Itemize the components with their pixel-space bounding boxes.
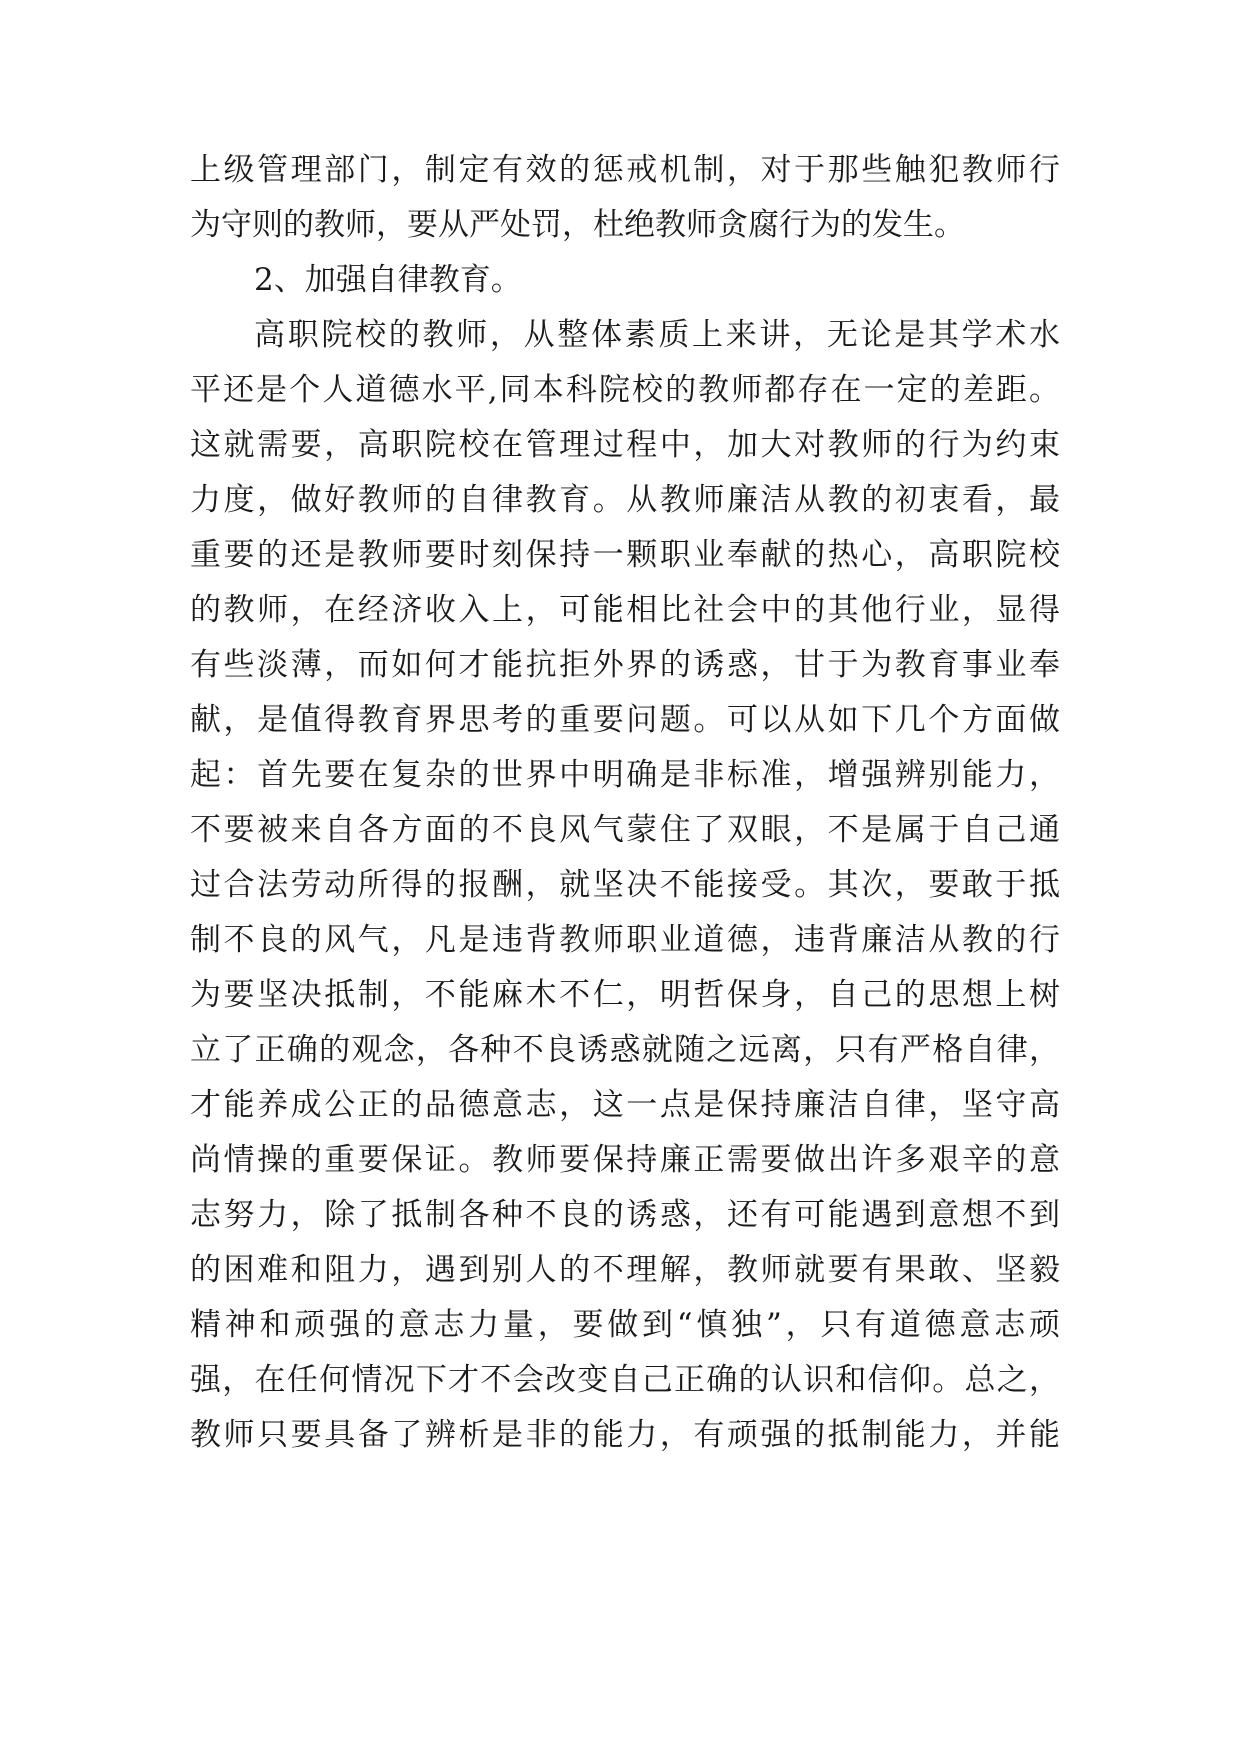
text-line: 的教师，在经济收入上，可能相比社会中的其他行业，显得: [190, 592, 1060, 628]
text-line: 教师只要具备了辨析是非的能力，有顽强的抵制能力，并能: [190, 1417, 1060, 1453]
text-line: 为要坚决抵制，不能麻木不仁，明哲保身，自己的思想上树: [190, 977, 1060, 1013]
text-line: 为守则的教师，要从严处罚，杜绝教师贪腐行为的发生。: [190, 207, 965, 243]
text-line: 过合法劳动所得的报酬，就坚决不能接受。其次，要敢于抵: [190, 867, 1060, 903]
text-line: 才能养成公正的品德意志，这一点是保持廉洁自律，坚守高: [190, 1087, 1060, 1123]
text-line: 不要被来自各方面的不良风气蒙住了双眼，不是属于自己通: [190, 812, 1060, 848]
text-line: 尚情操的重要保证。教师要保持廉正需要做出许多艰辛的意: [190, 1142, 1060, 1178]
text-line: 力度，做好教师的自律教育。从教师廉洁从教的初衷看，最: [190, 482, 1060, 518]
body-text: [190, 143, 1060, 1463]
text-line: 重要的还是教师要时刻保持一颗职业奉献的热心，高职院校: [190, 537, 1060, 573]
text-line: 的困难和阻力，遇到别人的不理解，教师就要有果敢、坚毅: [190, 1252, 1060, 1288]
text-line: 强，在任何情况下才不会改变自己正确的认识和信仰。总之，: [190, 1362, 1060, 1398]
text-line: 平还是个人道德水平,同本科院校的教师都存在一定的差距。: [190, 372, 1060, 408]
text-line: 这就需要，高职院校在管理过程中，加大对教师的行为约束: [190, 427, 1060, 463]
text-line: 制不良的风气，凡是违背教师职业道德，违背廉洁从教的行: [190, 922, 1060, 958]
text-line: 立了正确的观念，各种不良诱惑就随之远离，只有严格自律，: [190, 1032, 1060, 1068]
text-line: 有些淡薄，而如何才能抗拒外界的诱惑，甘于为教育事业奉: [190, 647, 1060, 683]
text-line: 献，是值得教育界思考的重要问题。可以从如下几个方面做: [190, 702, 1060, 738]
text-line: 2、加强自律教育。: [254, 262, 522, 298]
text-line: 上级管理部门，制定有效的惩戒机制，对于那些触犯教师行: [190, 152, 1060, 188]
text-line: 高职院校的教师，从整体素质上来讲，无论是其学术水: [254, 317, 1060, 353]
text-line: 起：首先要在复杂的世界中明确是非标准，增强辨别能力，: [190, 757, 1060, 793]
text-line: 志努力，除了抵制各种不良的诱惑，还有可能遇到意想不到: [190, 1197, 1060, 1233]
text-line: 精神和顽强的意志力量，要做到“慎独”，只有道德意志顽: [190, 1307, 1060, 1343]
